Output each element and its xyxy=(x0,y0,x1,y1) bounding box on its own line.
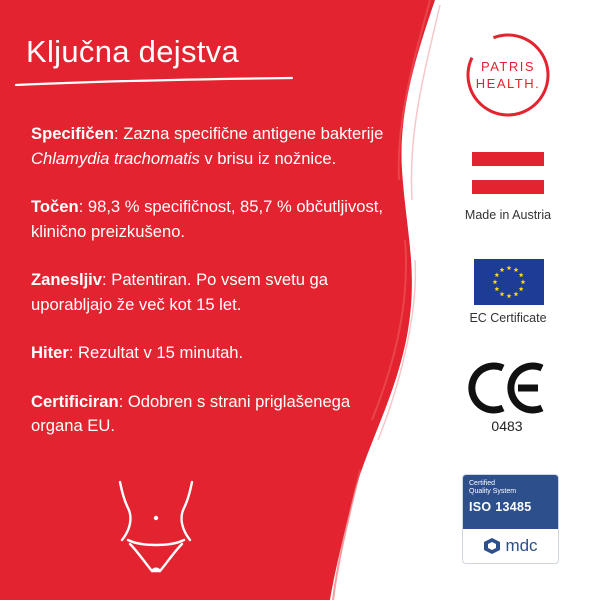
page-title: Ključna dejstva xyxy=(26,34,240,69)
feature-accurate xyxy=(31,195,401,244)
iso-badge-header xyxy=(463,475,558,529)
iso-certified-text: Certified xyxy=(469,480,496,487)
feature-label: Zanesljiv xyxy=(31,270,103,289)
patris-health-logo xyxy=(463,30,553,120)
abdomen-outline-icon xyxy=(108,478,204,574)
feature-text-after: v brisu iz nožnice. xyxy=(199,148,337,168)
feature-text: : Odobren s strani priglašenega organa EU. xyxy=(31,391,351,435)
iso-badge-footer xyxy=(463,529,558,563)
feature-text: : Rezultat v 15 minutah. xyxy=(68,343,244,362)
iso-quality-text: Quality System xyxy=(469,488,517,495)
eu-flag-icon xyxy=(474,259,544,305)
feature-reliable xyxy=(31,268,401,317)
ce-notified-body-number: 0483 xyxy=(491,418,523,434)
feature-text: : 98,3 % specifičnost, 85,7 % občutljivost, klinično preizkušeno. xyxy=(31,197,384,241)
logo-ring xyxy=(463,30,553,120)
feature-text: : Patentiran. Po vsem svetu ga uporabljajo že več kot 15 let. xyxy=(31,270,329,314)
feature-certified xyxy=(31,390,401,439)
ce-mark-icon xyxy=(466,360,548,416)
feature-label: Certificiran xyxy=(31,391,119,411)
feature-text: : Zazna specifične antigene bakterije xyxy=(114,124,384,143)
iso-standard-text: ISO 13485 xyxy=(469,500,532,514)
logo-line-1: PATRIS xyxy=(480,59,536,74)
feature-label: Specifičen xyxy=(31,124,115,143)
feature-label: Hiter xyxy=(31,343,69,362)
feature-fast xyxy=(31,341,401,366)
ec-certificate-label: EC Certificate xyxy=(469,311,547,325)
iso-13485-badge xyxy=(462,474,559,564)
title-underline xyxy=(14,76,294,88)
mdc-logo-icon xyxy=(483,537,501,555)
austria-flag-icon xyxy=(472,152,544,194)
feature-label: Točen xyxy=(31,197,79,216)
feature-specific xyxy=(31,122,401,171)
logo-line-2: HEALTH. xyxy=(475,76,541,91)
made-in-austria-label: Made in Austria xyxy=(464,208,552,222)
mdc-brand-text: mdc xyxy=(505,536,538,555)
feature-list xyxy=(31,122,401,463)
feature-italic: Chlamydia trachomatis xyxy=(31,148,200,168)
